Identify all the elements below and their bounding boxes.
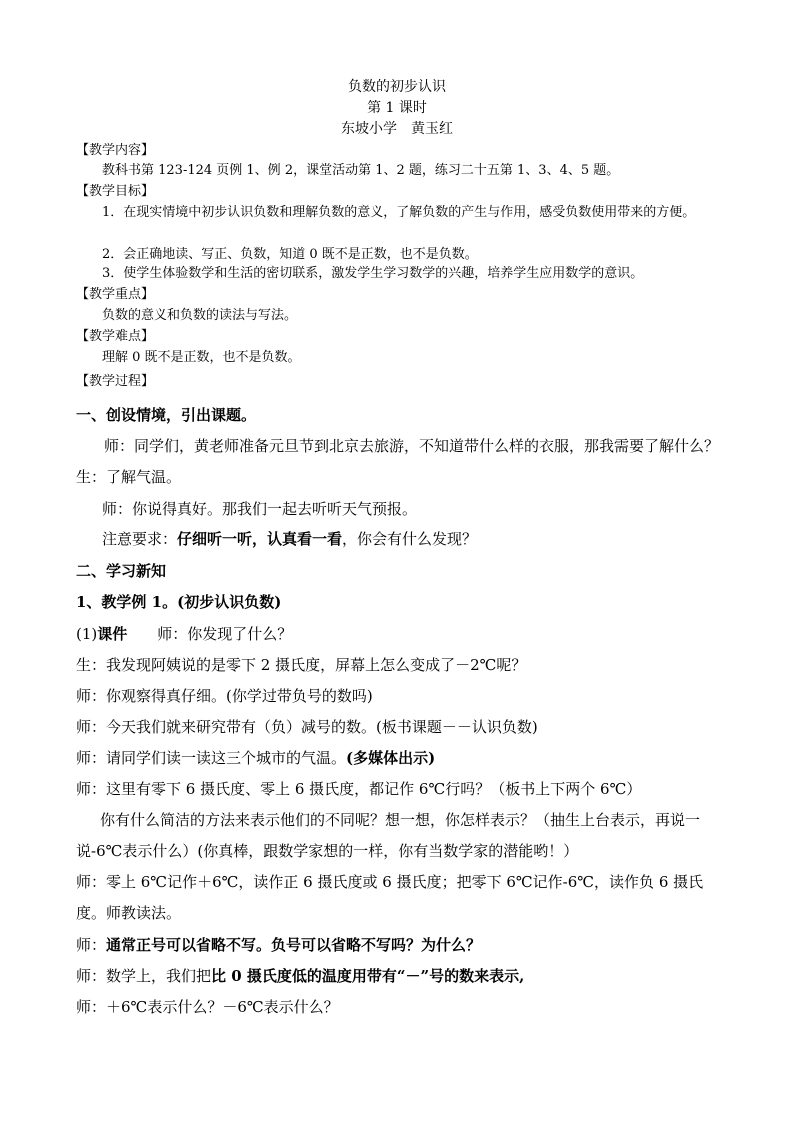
key-text: 负数的意义和负数的读法与写法。 xyxy=(102,308,298,323)
goal-item-3: 3．使学生体验数学和生活的密切联系，激发学生学习数学的兴趣，培养学生应用数学的意识。 xyxy=(102,266,644,281)
author-line: 东坡小学 黄玉红 xyxy=(341,121,453,137)
dialog-p3-suffix: ，你会有什么发现？ xyxy=(342,530,478,548)
line-1-text: 师：你发现了什么？ xyxy=(127,625,293,643)
example-title: 1、教学例 1。(初步认识负数) xyxy=(76,593,282,611)
document-title: 负数的初步认识 xyxy=(348,79,446,95)
line-9 xyxy=(76,930,726,960)
line-1-number: (1) xyxy=(76,625,98,643)
line-6: 师：这里有零下 6 摄氏度、零上 6 摄氏度，都记作 6℃行吗？（板书上下两个 6℃） xyxy=(76,780,642,798)
dialog-p3 xyxy=(102,524,752,554)
line-10 xyxy=(76,961,726,991)
lesson-number: 第 1 课时 xyxy=(367,100,427,116)
goal-item-2: 2．会正确地读、写正、负数，知道 0 既不是正数，也不是负数。 xyxy=(102,247,478,262)
part2-title: 二、学习新知 xyxy=(76,562,167,580)
line-1-courseware: 课件 xyxy=(97,625,128,643)
line-2: 生：我发现阿姨说的是零下 2 摄氏度，屏幕上怎么变成了－2℃呢？ xyxy=(76,656,527,674)
line-9-emphasis: 通常正号可以省略不写。负号可以省略不写吗？为什么？ xyxy=(106,936,482,954)
line-8: 师：零上 6℃记作＋6℃，读作正 6 摄氏度或 6 摄氏度；把零下 6℃记作-6℃，读作负 6 摄氏度。师教读法。 xyxy=(76,873,704,922)
line-11: 师：＋6℃表示什么？－6℃表示什么？ xyxy=(76,998,339,1016)
difficulty-heading: 【教学难点】 xyxy=(76,329,155,344)
line-5-text: 师：请同学们读一读这三个城市的气温。 xyxy=(76,749,347,767)
line-5 xyxy=(76,743,726,773)
goal-item-1: 1．在现实情境中初步认识负数和理解负数的意义，了解负数的产生与作用，感受负数使用带来的方便。 xyxy=(102,205,696,220)
line-9-prefix: 师： xyxy=(76,936,107,954)
content-heading: 【教学内容】 xyxy=(76,143,155,158)
line-5-emphasis: (多媒体出示) xyxy=(346,749,436,767)
content-text: 教科书第 123-124 页例 1、例 2，课堂活动第 1、2 题，练习二十五第 1、3、4、5 题。 xyxy=(102,163,620,178)
dialog-p1: 师：同学们，黄老师准备元旦节到北京去旅游，不知道带什么样的衣服，那我需要了解什么？生：了解气温。 xyxy=(76,437,720,486)
line-3: 师：你观察得真仔细。(你学过带负号的数吗) xyxy=(76,687,373,705)
process-heading: 【教学过程】 xyxy=(76,374,155,389)
dialog-p2: 师：你说得真好。那我们一起去听听天气预报。 xyxy=(102,500,418,518)
line-1 xyxy=(76,619,726,649)
line-7: 你有什么简洁的方法来表示他们的不同呢？想一想，你怎样表示？（抽生上台表示，再说一说-6℃表示什么）(你真棒，跟数学家想的一样，你有当数学家的潜能哟！） xyxy=(76,811,701,860)
line-10-prefix: 师：数学上，我们把 xyxy=(76,967,212,985)
line-4: 师：今天我们就来研究带有（负）减号的数。(板书课题－－认识负数) xyxy=(76,718,538,736)
dialog-p3-prefix: 注意要求： xyxy=(102,530,178,548)
part1-title: 一、创设情境，引出课题。 xyxy=(76,406,257,424)
dialog-p3-emphasis: 仔细听一听，认真看一看 xyxy=(177,530,343,548)
difficulty-text: 理解 0 既不是正数，也不是负数。 xyxy=(102,350,301,365)
goal-heading: 【教学目标】 xyxy=(76,184,155,199)
key-heading: 【教学重点】 xyxy=(76,287,155,302)
line-10-emphasis: 比 0 摄氏度低的温度用带有“－”号的数来表示, xyxy=(211,967,525,985)
